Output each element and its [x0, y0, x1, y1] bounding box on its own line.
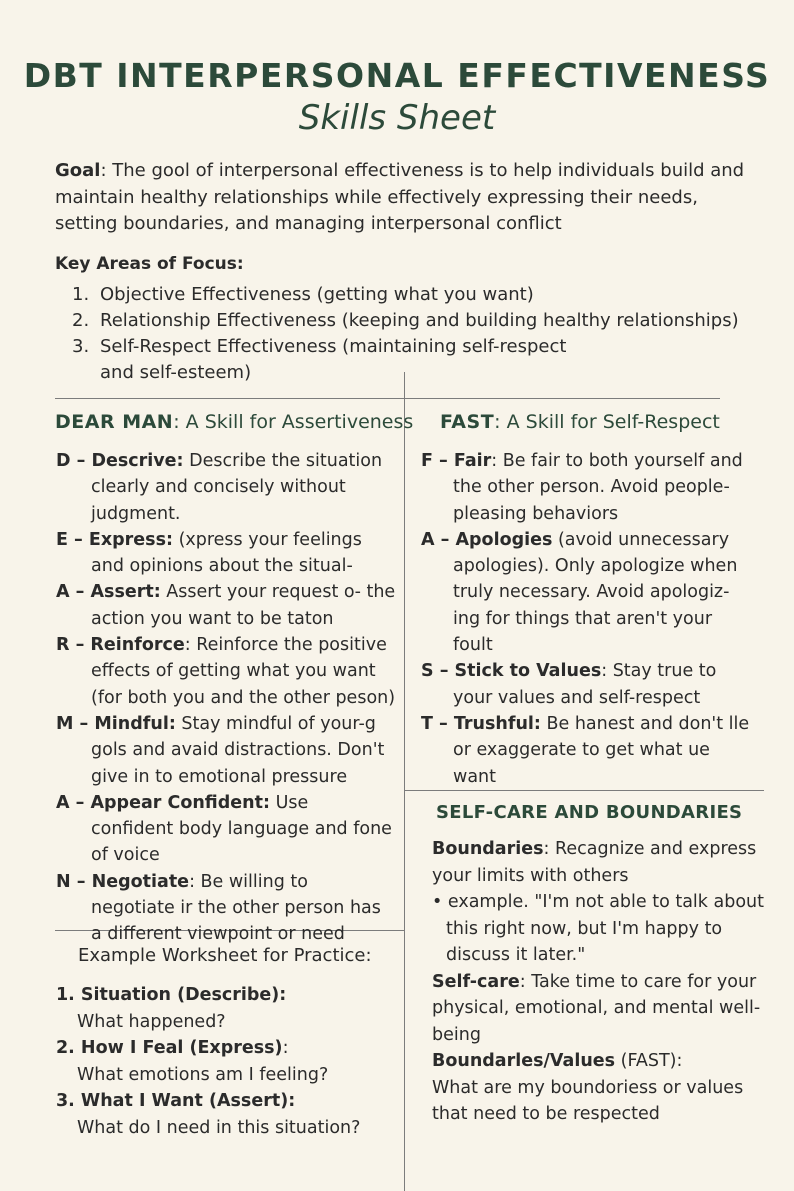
fast-name: FAST [440, 411, 495, 433]
list-number: 1. [72, 284, 90, 305]
dear-man-subtitle: : A Skill for Assertiveness [173, 411, 414, 433]
list-item [421, 711, 751, 790]
item-text: (xpress your feelings and opinions about the situal- [91, 529, 362, 577]
list-item [72, 282, 752, 308]
dear-man-list [56, 448, 396, 948]
item-text: : Stay true to your values and self-respect [453, 661, 717, 708]
item-text: Use confident body language and fone of voice [91, 792, 392, 866]
item-key: N – Negotiate [56, 871, 190, 892]
list-item [72, 308, 752, 334]
list-item [421, 448, 751, 527]
bv-suffix: (FAST): [615, 1051, 683, 1071]
worksheet-question: What emotions am I feeling? [77, 1064, 329, 1085]
bv-question: What are my boundoriess or values that need to be respected [432, 1077, 744, 1124]
item-text: : Be willing to negotiate ir the other person has a different viewpoint or need [91, 871, 381, 945]
list-item [56, 711, 396, 790]
bv-label: Boundarles/Values [432, 1051, 616, 1071]
worksheet-question: What do I need in this situation? [77, 1117, 361, 1138]
selfcare-text: : Take time to care for your physical, emotional, and mental well-being [432, 971, 761, 1045]
list-item [56, 982, 360, 1035]
list-item [421, 658, 751, 711]
self-care-title: SELF-CARE AND BOUNDARIES [436, 802, 743, 823]
list-number: 2. [72, 310, 90, 331]
list-number: 3. [72, 336, 90, 357]
list-item [56, 527, 396, 580]
goal-label: Goal [55, 160, 101, 181]
key-areas-list [72, 282, 752, 386]
divider-right-mid [404, 790, 764, 791]
list-item [56, 869, 396, 948]
worksheet-question-head: 1. Situation (Describe): [56, 985, 287, 1005]
divider-top [55, 398, 720, 399]
item-text: Stay mindful of your-g gols and avaid distractions. Don't give in to emotional pressure [91, 713, 385, 787]
item-key: E – Express: [56, 529, 173, 550]
list-item [72, 334, 752, 386]
list-item [56, 1088, 360, 1141]
item-key: M – Mindful: [56, 713, 176, 734]
list-item [56, 632, 396, 711]
dear-man-heading [55, 411, 413, 433]
list-text: Objective Effectiveness (getting what you want) [100, 284, 534, 305]
item-key: R – Reinforce [56, 635, 185, 656]
boundaries-label: Boundaries [432, 839, 544, 859]
item-key: A – Apologies [421, 529, 553, 550]
fast-list [421, 448, 751, 790]
item-text: : Be fair to both yourself and the other person. Avoid people-pleasing behaviors [453, 451, 743, 524]
worksheet-head-suffix: : [282, 1038, 289, 1058]
item-key: D – Descrive: [56, 451, 184, 471]
item-key: F – Fair [421, 451, 492, 471]
self-care-heading [436, 802, 742, 823]
divider-center [404, 372, 405, 1191]
page-title: DBT INTERPERSONAL EFFECTIVENESS [23, 56, 771, 95]
goal-text: : The gool of interpersonal effectiveness is to help individuals build and maintain healthy relationships while effectively expressing their needs, setting boundaries, and managing interpersonal conflict [55, 160, 745, 234]
list-item [421, 527, 751, 658]
fast-heading [440, 411, 720, 433]
worksheet-title: Example Worksheet for Practice: [78, 945, 372, 966]
selfcare-label: Self-care [432, 971, 520, 992]
item-key: A – Appear Confident: [56, 792, 270, 813]
item-text: (avoid unnecessary apologies). Only apologize when truly necessary. Avoid apologiz- ing for things that aren't your foult [453, 529, 738, 656]
worksheet-question-head: 2. How I Feal (Express) [56, 1038, 283, 1058]
list-item [56, 579, 396, 632]
list-item [56, 448, 396, 527]
selfcare-paragraph [432, 969, 772, 1049]
list-text: Self-Respect Effectiveness (maintaining self-respect and self-esteem) [100, 336, 567, 383]
item-key: T – Trushful: [421, 713, 541, 734]
item-text: Describe the situation clearly and concisely without judgment. [91, 451, 383, 524]
example-bullet: • example. "I'm not able to talk about this right now, but I'm happy to discuss it later." [432, 892, 764, 965]
boundaries-text: : Recagnize and express your limits with others [432, 839, 757, 886]
worksheet-question: What happened? [77, 1011, 226, 1032]
self-care-block [432, 836, 772, 1128]
worksheet-question-head: 3. What I Want (Assert): [56, 1091, 296, 1111]
list-text: Relationship Effectiveness (keeping and building healthy relationships) [100, 310, 739, 331]
dear-man-name: DEAR MAN [55, 411, 174, 433]
item-key: A – Assert: [56, 582, 161, 603]
boundaries-paragraph [432, 836, 772, 889]
list-item [56, 1035, 360, 1088]
item-text: : Reinforce the positive effects of getting what you want (for both you and the other peson) [91, 635, 396, 708]
list-item [56, 790, 396, 869]
item-text: Assert your request o‑ the action you want to be taton [91, 582, 396, 629]
item-text: Be hanest and don't lle or exaggerate to get what ue want [453, 713, 750, 787]
worksheet-list [56, 982, 360, 1141]
bv-heading [432, 1048, 772, 1075]
goal-paragraph [55, 158, 755, 238]
fast-subtitle: : A Skill for Self-Respect [494, 411, 720, 433]
page-subtitle: Skills Sheet [298, 98, 496, 138]
key-areas-title: Key Areas of Focus: [55, 254, 244, 274]
item-key: S – Stick to Values [421, 661, 602, 682]
